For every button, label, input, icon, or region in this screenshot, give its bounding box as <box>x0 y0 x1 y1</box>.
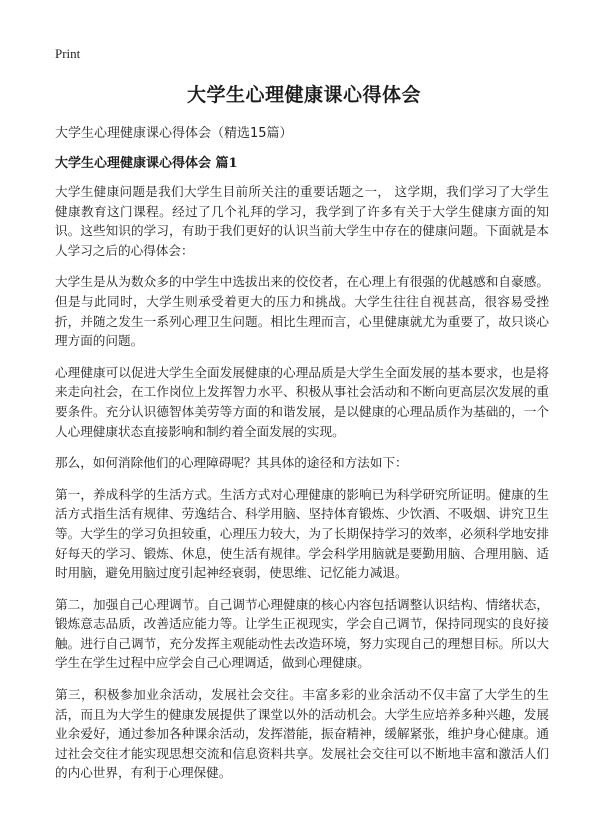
paragraph-4: 那么，如何消除他们的心理障碍呢？其具体的途径和方法如下： <box>55 455 408 471</box>
paragraph-5: 第一，养成科学的生活方式。生活方式对心理健康的影响已为科学研究所证明。健康的生活方式指生活有规律、劳逸结合、科学用脑、坚持体育锻炼、少饮酒、不吸烟、讲究卫生等。大学生的学习负担较重，心理压力较大，为了长期保持学习的效率，必须科学地安排好每天的学习、锻炼、休息，使生活有规律。学会科学用脑就是要勤用脑、合理用脑、适时用脑，避免用脑过度引起神经衰弱，使思维、记忆能力减退。 <box>55 486 549 581</box>
paragraph-6: 第二，加强自己心理调节。自己调节心理健康的核心内容包括调整认识结构、情绪状态，锻炼意志品质，改善适应能力等。让学生正视现实，学会自己调节，保持同现实的良好接触。进行自己调节，充分发挥主观能动性去改造环境，努力实现自己的理想目标。所以大学生在学生过程中应学会自己心理调适，做到心理健康。 <box>55 596 549 671</box>
paragraph-3: 心理健康可以促进大学生全面发展健康的心理品质是大学生全面发展的基本要求，也是将来走向社会，在工作岗位上发挥智力水平、积极从事社会活动和不断向更高层次发展的重要条件。充分认识德智体美劳等方面的和谐发展，是以健康的心理品质作为基础的，一个人心理健康状态直接影响和制约着全面发展的实现。 <box>55 364 549 439</box>
paragraph-1: 大学生健康问题是我们大学生目前所关注的重要话题之一， 这学期，我们学习了大学生健康教育这门课程。经过了几个礼拜的学习，我学到了许多有关于大学生健康方面的知识。这些知识的学习，有助于我们更好的认识当前大学生中存在的健康问题。下面就是本人学习之后的心得体会： <box>55 184 549 258</box>
paragraph-2: 大学生是从为数众多的中学生中选拔出来的佼佼者，在心理上有很强的优越感和自豪感。但是与此同时，大学生则承受着更大的压力和挑战。大学生往往自视甚高，很容易受挫折，并随之发生一系列心理卫生问题。相比生理而言，心里健康就尤为重要了，故只谈心理方面的问题。 <box>55 274 549 349</box>
document-subtitle: 大学生心理健康课心得体会（精选15篇） <box>55 126 293 141</box>
section-heading: 大学生心理健康课心得体会 篇1 <box>55 156 238 171</box>
paragraph-7: 第三，积极参加业余活动，发展社会交往。丰富多彩的业余活动不仅丰富了大学生的生活，而且为大学生的健康发展提供了课堂以外的活动机会。大学生应培养多种兴趣，发展业余爱好，通过参加各种课余活动，发挥潜能，振奋精神，缓解紧张，维护身心健康。通过社会交往才能实现思想交流和信息资料共享。发展社会交往可以不断地丰富和激活人们的内心世界，有利于心理保健。 <box>55 687 549 781</box>
document-title: 大学生心理健康课心得体会 <box>186 84 421 106</box>
document-body <box>55 182 549 795</box>
print-label[interactable]: Print <box>55 46 81 61</box>
